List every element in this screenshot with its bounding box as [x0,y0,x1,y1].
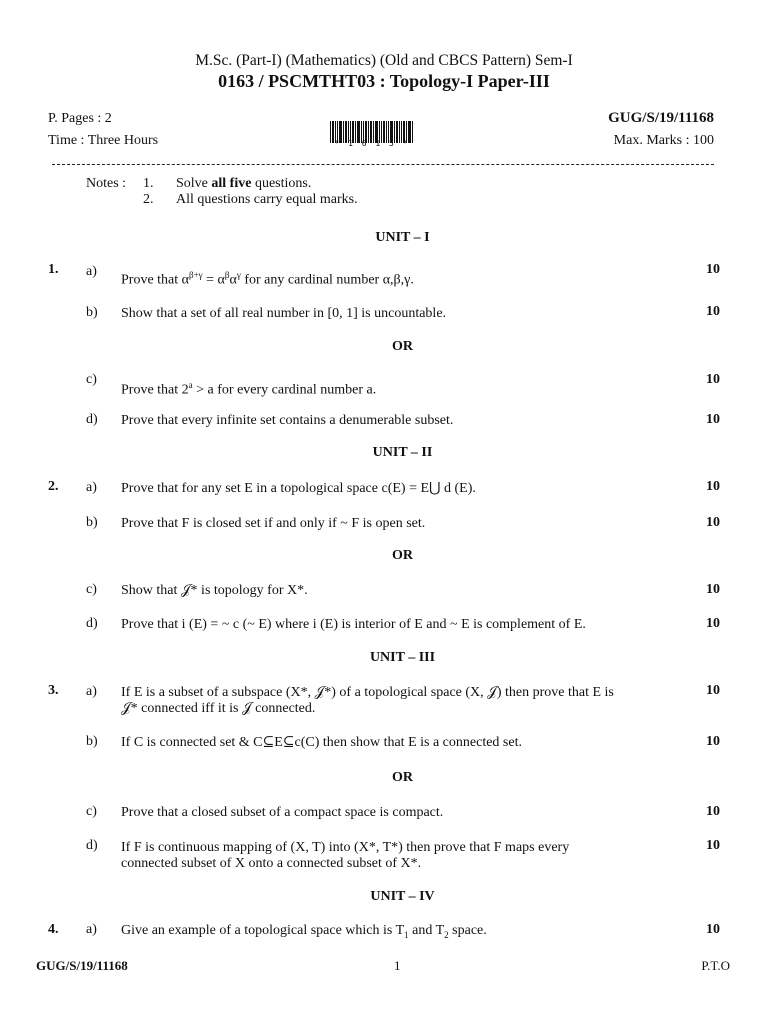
q3b-label: b) [86,734,98,749]
q1d-label: d) [86,412,98,427]
q3a-line-2: 𝒥* connected iff it is 𝒥 connected. [121,701,316,716]
q2a-marks: 10 [706,479,720,494]
note-1-text-post: questions. [251,176,312,191]
q1a-text-post: for any cardinal number [240,272,383,288]
question-3-number: 3. [48,683,59,698]
q4a-text-mid: and T [408,923,445,938]
q1a-marks: 10 [706,262,720,277]
question-2-number: 2. [48,479,59,494]
q1d-text: Prove that every infinite set contains a denumerable subset. [121,413,454,428]
page-count: P. Pages : 2 [48,111,112,126]
q3b-text: If C is connected set & C⊆E⊆c(C) then show that E is a connected set. [121,735,522,750]
q1b-text: Show that a set of all real number in [0, 1] is uncountable. [121,306,447,321]
q2c-text: Show that 𝒥* is topology for X*. [121,583,308,598]
math-exponent: β+γ [189,270,203,280]
q1b-label: b) [86,305,98,320]
note-1 [176,176,311,192]
q2a-text: Prove that for any set E in a topological space c(E) = E⋃ d (E). [121,481,476,496]
q3b-marks: 10 [706,734,720,749]
notes-label: Notes : [86,176,127,191]
q2c-label: c) [86,582,97,597]
q3a-marks: 10 [706,683,720,698]
question-4-number: 4. [48,922,59,937]
unit-1-heading: UNIT – I [375,230,430,245]
note-1-emphasis: all five [211,176,252,191]
q4a-text [121,922,681,944]
paper-title: 0163 / PSCMTHT03 : Topology-I Paper-III [218,71,550,91]
q1c-marks: 10 [706,372,720,387]
note-1-text-pre: Solve [176,176,212,191]
math-exponent: γ [236,270,241,280]
please-turn-over: P.T.O [701,958,730,973]
note-2-number: 2. [143,192,154,207]
q1a-text-pre: Prove that [121,272,182,288]
q3a-line-1: If E is a subset of a subspace (X*, 𝒥*) of a topological space (X, 𝒥) then prove that E is [121,685,614,700]
q1c-text-post: > a for every cardinal number a. [192,382,377,398]
header-divider [52,164,714,165]
math-variables: α,β,γ [382,272,411,288]
q3d-line-2: connected subset of X onto a connected subset of X*. [121,856,422,871]
unit-3-heading: UNIT – III [369,650,436,665]
math-alpha: α [181,272,189,288]
q3d-marks: 10 [706,838,720,853]
q1a-label: a) [86,264,97,279]
q3c-label: c) [86,804,97,819]
or-divider: OR [392,770,413,785]
barcode-number: * 1 6 1 5 * [334,139,410,148]
q2b-label: b) [86,515,98,530]
page-number: 1 [394,958,401,973]
math-base: 2 [181,382,189,398]
q1d-marks: 10 [706,412,720,427]
math-alpha: α [229,272,237,288]
exam-code: GUG/S/19/11168 [608,110,714,126]
math-exponent: β [224,270,230,280]
q2b-text: Prove that F is closed set if and only if ~ F is open set. [121,516,426,531]
q1c-label: c) [86,372,97,387]
q2a-label: a) [86,480,97,495]
q2d-text: Prove that i (E) = ~ c (~ E) where i (E) is interior of E and ~ E is complement of E. [121,617,586,632]
q4a-marks: 10 [706,922,720,937]
q3d-label: d) [86,838,98,853]
note-1-number: 1. [143,176,154,191]
unit-2-heading: UNIT – II [372,445,433,460]
exam-course-line: M.Sc. (Part-I) (Mathematics) (Old and CBCS Pattern) Sem-I [195,52,573,69]
question-1-number: 1. [48,262,59,277]
exam-duration: Time : Three Hours [48,133,159,148]
q1b-marks: 10 [706,304,720,319]
q2c-marks: 10 [706,582,720,597]
q3c-marks: 10 [706,804,720,819]
math-subscript: 1 [404,929,409,940]
q2b-marks: 10 [706,515,720,530]
q4a-text-pre: Give an example of a topological space which is T [121,923,405,938]
or-divider: OR [392,339,413,354]
max-marks: Max. Marks : 100 [613,133,714,148]
math-subscript: 2 [444,929,449,940]
q1c-text-pre: Prove that [121,382,182,398]
q3a-label: a) [86,684,97,699]
note-2: All questions carry equal marks. [176,192,358,207]
q4a-label: a) [86,922,97,937]
unit-4-heading: UNIT – IV [370,889,435,904]
math-alpha: α [217,272,225,288]
q1a-text: Prove that $\alpha^{\beta+\gamma} = \alpha^\beta\alpha^\gamma$ for any cardinal number α,β,γ. [121,270,414,288]
or-divider: OR [392,548,413,563]
q3d-line-1: If F is continuous mapping of (X, T) into (X*, T*) then prove that F maps every [121,840,570,855]
q2d-marks: 10 [706,616,720,631]
q1c-text [121,377,681,399]
q3c-text: Prove that a closed subset of a compact space is compact. [121,805,444,820]
q4a-text-post: space. [448,923,487,938]
math-exponent: a [188,380,193,390]
q2d-label: d) [86,616,98,631]
footer-code: GUG/S/19/11168 [36,958,128,973]
math-equals: = [202,272,218,288]
